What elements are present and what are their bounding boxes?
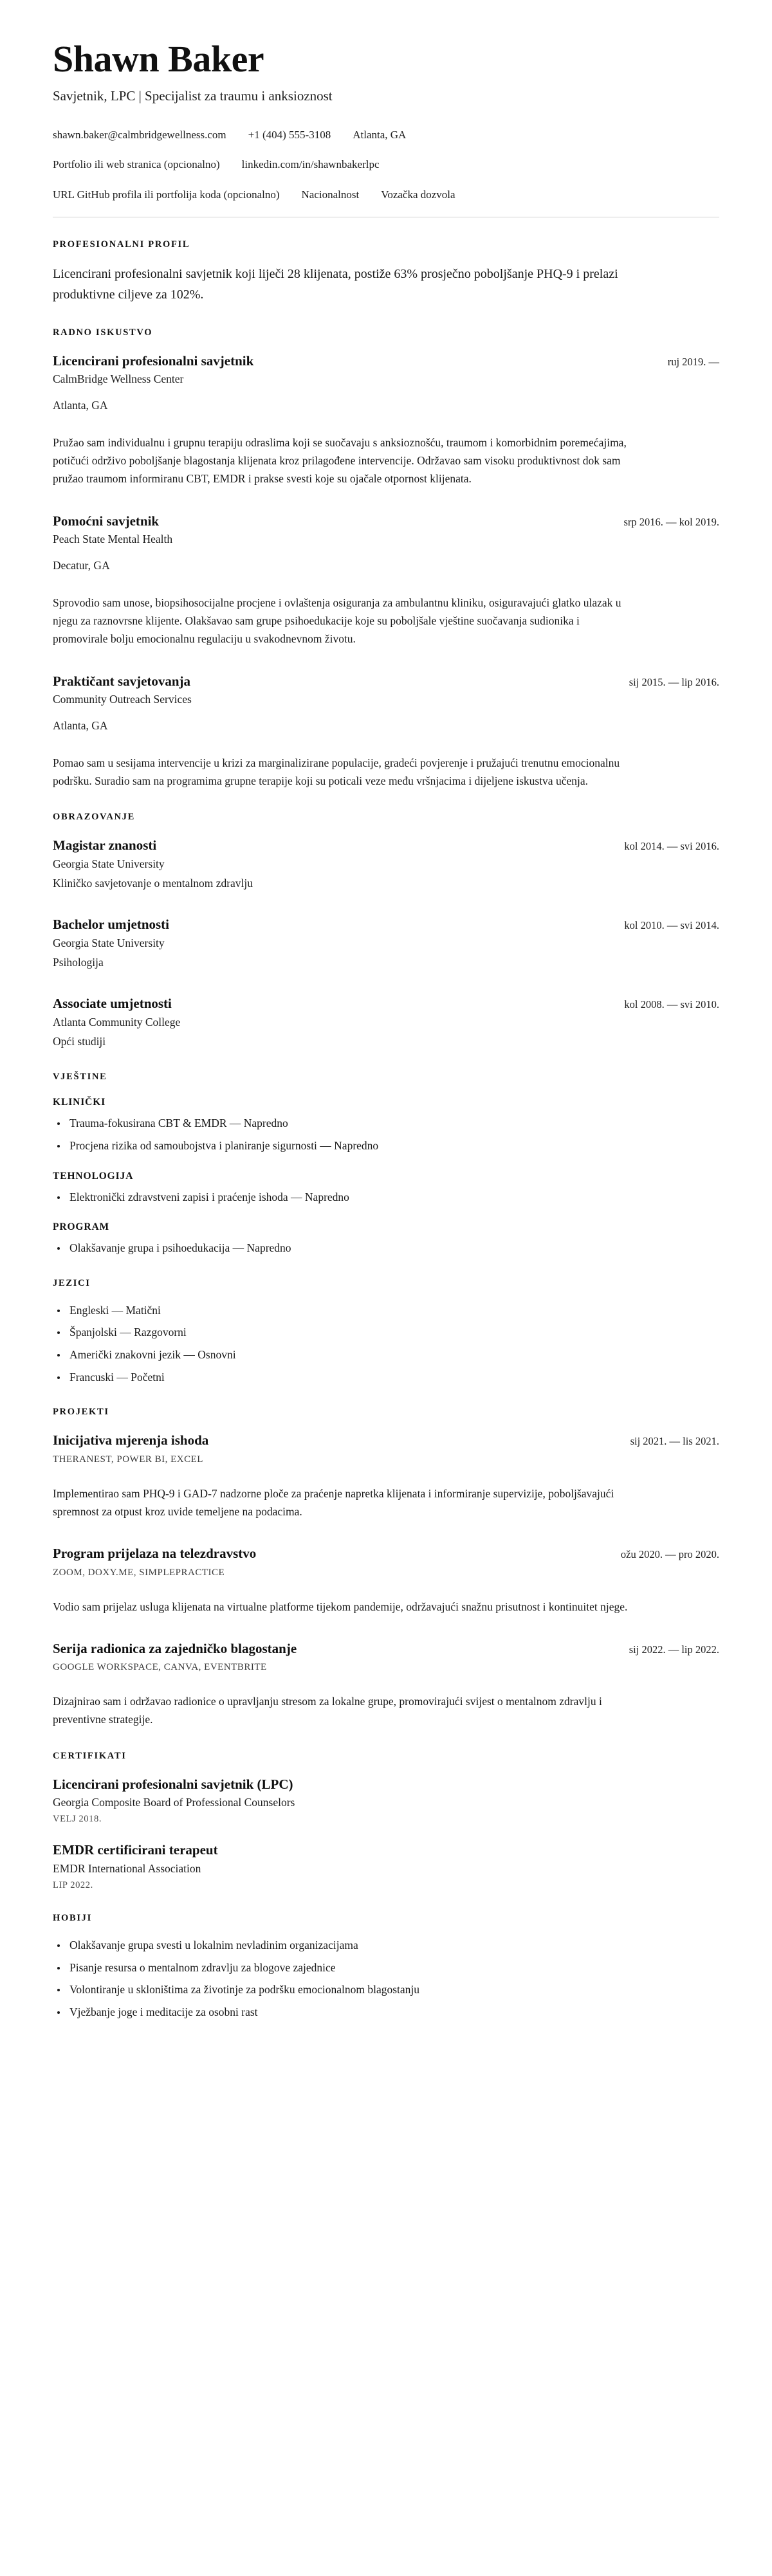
education-item: [53, 916, 719, 971]
skill-list: [53, 1190, 719, 1205]
experience-location: Atlanta, GA: [53, 719, 108, 733]
contact-nationality-placeholder[interactable]: Nacionalnost: [301, 188, 360, 201]
contact-row-portfolio: [53, 157, 719, 173]
project-description: Vodio sam prijelaz usluga klijenata na virtualne platforme tijekom pandemije, održavajući snažnu prisutnost i kontinuitet njege.: [53, 1600, 628, 1613]
contact-row-extra: [53, 187, 719, 203]
hobby-item: Vježbanje joge i meditacije za osobni rast: [53, 2005, 719, 2020]
contact-linkedin[interactable]: linkedin.com/in/shawnbakerlpc: [241, 158, 380, 171]
skill-item: Trauma-fokusirana CBT & EMDR — Napredno: [53, 1116, 719, 1131]
section-title-experience: RADNO ISKUSTVO: [53, 327, 153, 338]
experience-role: Licencirani profesionalni savjetnik: [53, 352, 254, 369]
experience-item: [53, 513, 719, 648]
project-date: ožu 2020. — pro 2020.: [620, 1548, 719, 1561]
experience-date: srp 2016. — kol 2019.: [623, 515, 719, 528]
section-languages: [53, 1278, 719, 1385]
skill-group-name: KLINIČKI: [53, 1097, 106, 1108]
contact-email[interactable]: shawn.baker@calmbridgewellness.com: [53, 128, 226, 141]
contact-portfolio-placeholder[interactable]: Portfolio ili web stranica (opcionalno): [53, 158, 220, 171]
project-item: [53, 1545, 719, 1616]
education-field: Opći studiji: [53, 1034, 106, 1048]
project-stack: THERANEST, POWER BI, EXCEL: [53, 1454, 203, 1465]
experience-company: Peach State Mental Health: [53, 532, 173, 545]
education-field: Psihologija: [53, 955, 104, 969]
project-date: sij 2021. — lis 2021.: [630, 1435, 719, 1448]
project-item-head: [53, 1545, 719, 1562]
project-item: [53, 1640, 719, 1729]
candidate-name: Shawn Baker: [53, 38, 264, 80]
experience-location: Decatur, GA: [53, 559, 110, 572]
education-date: kol 2014. — svi 2016.: [624, 840, 719, 853]
education-item: [53, 837, 719, 891]
section-hobbies: [53, 1913, 719, 2020]
skill-item: Procjena rizika od samoubojstva i planiranje sigurnosti — Napredno: [53, 1138, 719, 1154]
section-title-languages: JEZICI: [53, 1277, 91, 1288]
education-degree: Bachelor umjetnosti: [53, 917, 170, 933]
project-name: Program prijelaza na telezdravstvo: [53, 1546, 257, 1562]
education-school: Georgia State University: [53, 936, 165, 949]
experience-item-head: [53, 673, 719, 690]
project-name: Inicijativa mjerenja ishoda: [53, 1432, 209, 1448]
certificate-date: LIP 2022.: [53, 1880, 93, 1891]
experience-description: Sprovodio sam unose, biopsihosocijalne procjene i ovlaštenja osiguranja za ambulantnu kliniku, osiguravajući glatko ulazak u njegu za raznovrsne klijente. Olakšavao sam grupe psihoedukacije koje su poboljšale vještine suočavanja sudionika i promovirale bolju emocionalnu regulaciju u svakodnevnom životu.: [53, 596, 621, 646]
contact-location: Atlanta, GA: [353, 128, 407, 141]
contact-phone[interactable]: +1 (404) 555-3108: [248, 128, 331, 141]
experience-date: sij 2015. — lip 2016.: [629, 675, 719, 688]
section-title-hobbies: HOBIJI: [53, 1913, 92, 1924]
experience-description: Pomao sam u sesijama intervencije u krizi za marginalizirane populacije, gradeći povjerenje i pružajući trenutnu emocionalnu podršku. Suradio sam na programima grupne terapije koji su poticali veze među vršnjacima i dijeljene iskustva učenja.: [53, 756, 620, 788]
education-field: Kliničko savjetovanje o mentalnom zdravlju: [53, 876, 253, 890]
certificate-issuer: EMDR International Association: [53, 1861, 201, 1875]
section-title-skills: VJEŠTINE: [53, 1072, 107, 1082]
candidate-headline: Savjetnik, LPC | Specijalist za traumu i anksioznost: [53, 88, 333, 104]
experience-location: Atlanta, GA: [53, 399, 108, 412]
experience-item-head: [53, 352, 719, 369]
section-education: [53, 812, 719, 1050]
language-item: Engleski — Matični: [53, 1303, 719, 1319]
section-title-education: OBRAZOVANJE: [53, 812, 136, 823]
education-degree: Associate umjetnosti: [53, 996, 172, 1012]
hobby-item: Pisanje resursa o mentalnom zdravlju za blogove zajednice: [53, 1960, 719, 1976]
project-item: [53, 1432, 719, 1521]
experience-company: Community Outreach Services: [53, 692, 192, 706]
experience-role: Pomoćni savjetnik: [53, 513, 160, 529]
language-item: Francuski — Početni: [53, 1370, 719, 1385]
section-projects: [53, 1407, 719, 1728]
section-title-certificates: CERTIFIKATI: [53, 1750, 127, 1761]
education-school: Georgia State University: [53, 857, 165, 870]
project-item-head: [53, 1432, 719, 1448]
education-school: Atlanta Community College: [53, 1015, 181, 1028]
education-date: kol 2008. — svi 2010.: [624, 998, 719, 1011]
skill-group-name: PROGRAM: [53, 1221, 110, 1233]
hobby-item: Volontiranje u skloništima za životinje za podršku emocionalnom blagostanju: [53, 1982, 719, 1998]
experience-item-head: [53, 513, 719, 529]
skill-group-name: TEHNOLOGIJA: [53, 1170, 134, 1182]
experience-item: [53, 673, 719, 790]
project-description: Dizajnirao sam i održavao radionice o upravljanju stresom za lokalne grupe, promovirajući svijest o mentalnom zdravlju i preventivne strategije.: [53, 1695, 602, 1726]
section-title-projects: PROJEKTI: [53, 1407, 109, 1418]
language-list: [53, 1303, 719, 1385]
hobby-item: Olakšavanje grupa svesti u lokalnim nevladinim organizacijama: [53, 1938, 719, 1953]
skill-list: [53, 1241, 719, 1256]
project-date: sij 2022. — lip 2022.: [629, 1643, 719, 1656]
education-degree: Magistar znanosti: [53, 837, 157, 854]
certificate-item: [53, 1776, 719, 1825]
section-experience: [53, 327, 719, 790]
experience-company: CalmBridge Wellness Center: [53, 372, 184, 385]
section-certificates: [53, 1751, 719, 1891]
project-stack: ZOOM, DOXY.ME, SIMPLEPRACTICE: [53, 1567, 225, 1578]
profile-summary-text: Licencirani profesionalni savjetnik koji liječi 28 klijenata, postiže 63% prosječno poboljšanje PHQ-9 i prelazi produktivne ciljeve za 102%.: [53, 267, 618, 302]
section-profile: [53, 239, 719, 305]
certificate-item: [53, 1841, 719, 1891]
certificate-date: VELJ 2018.: [53, 1814, 102, 1825]
project-item-head: [53, 1640, 719, 1657]
project-description: Implementirao sam PHQ-9 i GAD-7 nadzorne ploče za praćenje napretka klijenata i informiranje supervizije, poboljšavajući spremnost za otpust kroz uvide temeljene na podacima.: [53, 1486, 614, 1518]
skill-item: Elektronički zdravstveni zapisi i praćenje ishoda — Napredno: [53, 1190, 719, 1205]
skill-group-clinical: [53, 1097, 719, 1153]
education-item: [53, 995, 719, 1050]
education-item-head: [53, 837, 719, 854]
language-item: Američki znakovni jezik — Osnovni: [53, 1347, 719, 1363]
experience-date: ruj 2019. —: [667, 355, 719, 368]
certificate-name: Licencirani profesionalni savjetnik (LPC): [53, 1776, 293, 1792]
section-skills: [53, 1072, 719, 1256]
education-item-head: [53, 916, 719, 933]
section-title-profile: PROFESIONALNI PROFIL: [53, 239, 190, 250]
skill-list: [53, 1116, 719, 1153]
certificate-issuer: Georgia Composite Board of Professional Counselors: [53, 1796, 295, 1809]
education-date: kol 2010. — svi 2014.: [624, 919, 719, 932]
language-item: Španjolski — Razgovorni: [53, 1325, 719, 1340]
project-stack: GOOGLE WORKSPACE, CANVA, EVENTBRITE: [53, 1662, 267, 1673]
education-item-head: [53, 995, 719, 1012]
resume-header: [53, 40, 719, 203]
skill-item: Olakšavanje grupa i psihoedukacija — Napredno: [53, 1241, 719, 1256]
certificate-name: EMDR certificirani terapeut: [53, 1842, 218, 1858]
contact-row-primary: [53, 127, 719, 143]
hobby-list: [53, 1938, 719, 2020]
experience-role: Praktičant savjetovanja: [53, 673, 191, 689]
project-name: Serija radionica za zajedničko blagostanje: [53, 1640, 297, 1656]
contact-github-placeholder[interactable]: URL GitHub profila ili portfolija koda (opcionalno): [53, 188, 280, 201]
contact-driving-license-placeholder[interactable]: Vozačka dozvola: [381, 188, 455, 201]
skill-group-technology: [53, 1171, 719, 1205]
skill-group-program: [53, 1221, 719, 1256]
experience-item: [53, 352, 719, 488]
experience-description: Pružao sam individualnu i grupnu terapiju odraslima koji se suočavaju s anksioznošću, traumom i komorbidnim poremećajima, potičući održivo poboljšanje blagostanja klijenata kroz prilagođene intervencije. Održavao sam visoku produktivnost dok sam pružao traumom informiranu CBT, EMDR i prakse svesti koje su ojačale otpornost klijenata.: [53, 435, 627, 486]
